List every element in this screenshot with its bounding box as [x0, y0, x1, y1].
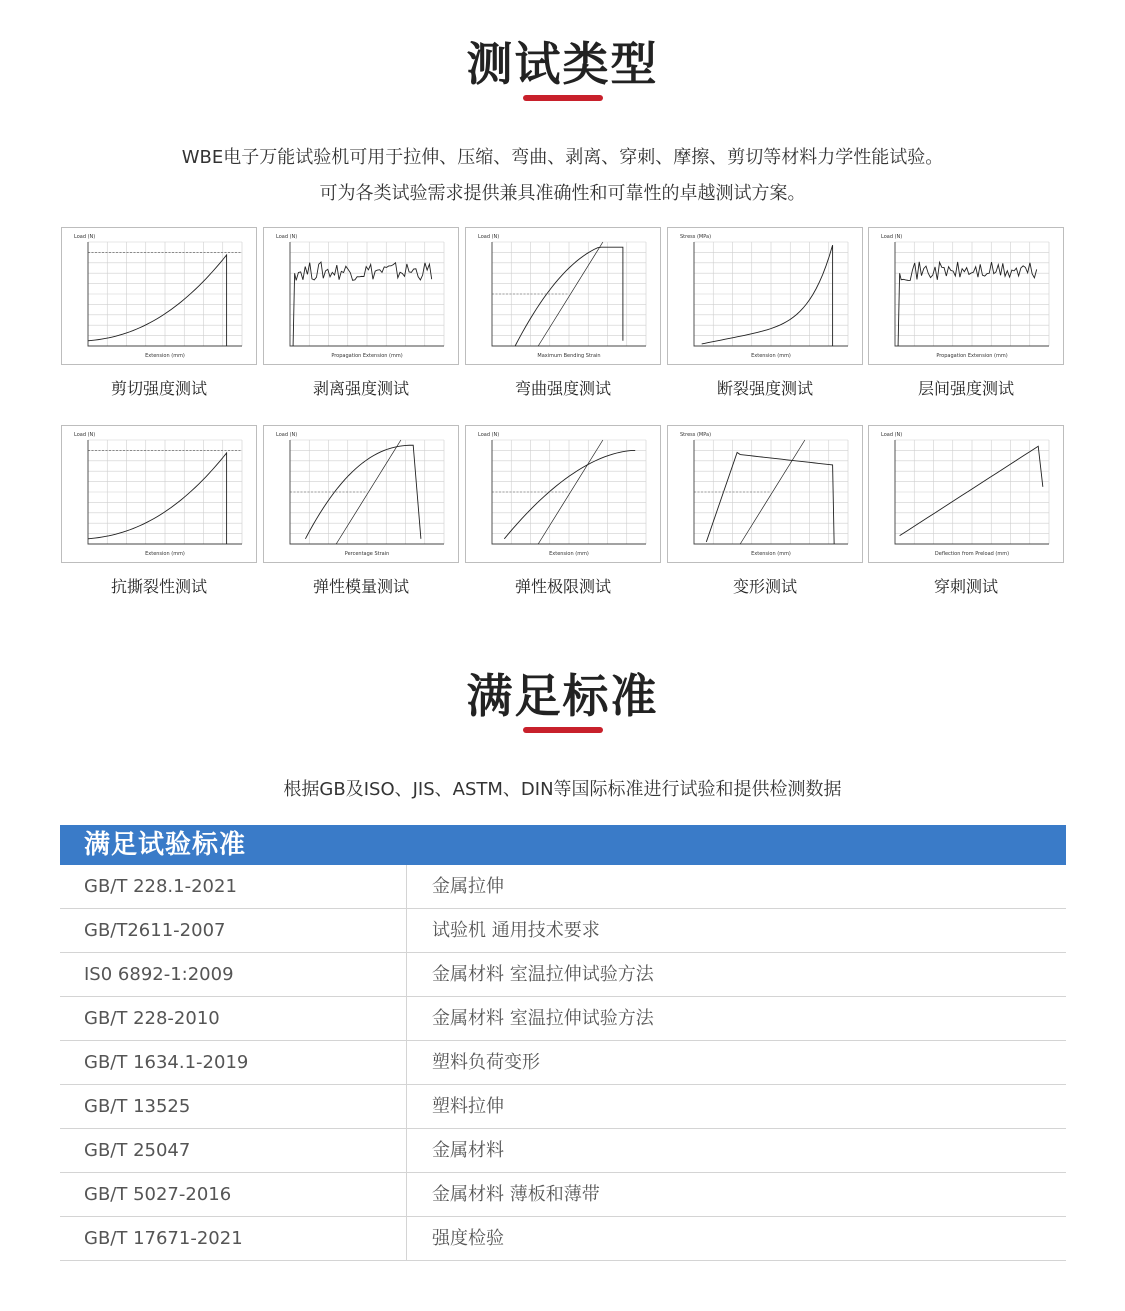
- curve-line: [706, 452, 834, 544]
- test-type-chart: [263, 227, 459, 365]
- test-type-label: 剥离强度测试: [312, 379, 409, 398]
- y-axis-label: Load (N): [478, 234, 500, 240]
- test-type-chart: [868, 425, 1064, 563]
- curve-line: [88, 255, 227, 346]
- chart-thumbnail: [466, 426, 660, 562]
- standards-intro: 根据GB及ISO、JIS、ASTM、DIN等国际标准进行试验和提供检测数据: [283, 779, 842, 800]
- section-title-standards: 满足标准: [466, 669, 659, 723]
- x-axis-label: Percentage Strain: [344, 551, 390, 557]
- title-underline: [523, 727, 603, 733]
- test-type-chart: [465, 425, 661, 563]
- table-row: [60, 865, 1066, 909]
- test-type-chart: [868, 227, 1064, 365]
- y-axis-label: Load (N): [478, 432, 500, 438]
- x-axis-label: Extension (mm): [549, 551, 589, 557]
- curve-line: [900, 446, 1043, 535]
- standards-table-header: 满足试验标准: [60, 825, 1066, 865]
- standard-code: GB/T 17671-2021: [60, 1217, 407, 1260]
- standard-code: GB/T 25047: [60, 1129, 407, 1172]
- y-axis-label: Stress (MPa): [680, 234, 712, 240]
- test-type-label: 弹性极限测试: [514, 577, 611, 596]
- y-axis-label: Load (N): [881, 234, 903, 240]
- intro-line-1: WBE电子万能试验机可用于拉伸、压缩、弯曲、剥离、穿刺、摩擦、剪切等材料力学性能试验。: [181, 147, 944, 168]
- curve-line: [504, 450, 635, 538]
- standard-code: GB/T2611-2007: [60, 909, 407, 952]
- chart-thumbnail: [668, 426, 862, 562]
- intro-line-2: 可为各类试验需求提供兼具准确性和可靠性的卓越测试方案。: [319, 183, 806, 204]
- chart-thumbnail: [466, 228, 660, 364]
- test-type-chart: [667, 227, 863, 365]
- table-row: [60, 997, 1066, 1041]
- standard-description: 金属材料: [432, 1140, 504, 1161]
- chart-thumbnail: [264, 228, 458, 364]
- x-axis-label: Extension (mm): [145, 551, 185, 557]
- test-type-chart: [61, 425, 257, 563]
- table-row: [60, 1173, 1066, 1217]
- x-axis-label: Propagation Extension (mm): [331, 353, 403, 359]
- standard-description: 塑料拉伸: [432, 1096, 504, 1117]
- test-type-label: 变形测试: [732, 577, 797, 596]
- standard-description: 金属材料 室温拉伸试验方法: [432, 1008, 654, 1029]
- table-row: [60, 1041, 1066, 1085]
- table-row: [60, 953, 1066, 997]
- standards-table: [60, 865, 1066, 1261]
- standard-description: 塑料负荷变形: [432, 1052, 540, 1073]
- test-type-chart: [263, 425, 459, 563]
- chart-thumbnail: [62, 228, 256, 364]
- chart-thumbnail: [869, 426, 1063, 562]
- table-row: [60, 1217, 1066, 1261]
- x-axis-label: Extension (mm): [751, 551, 791, 557]
- table-row: [60, 1129, 1066, 1173]
- standard-code: IS0 6892-1:2009: [60, 953, 407, 996]
- chart-thumbnail: [62, 426, 256, 562]
- table-row: [60, 1085, 1066, 1129]
- curve-line: [702, 245, 833, 346]
- x-axis-label: Maximum Bending Strain: [537, 353, 601, 359]
- y-axis-label: Load (N): [881, 432, 903, 438]
- test-type-label: 弯曲强度测试: [514, 379, 611, 398]
- chart-thumbnail: [668, 228, 862, 364]
- test-type-label: 抗撕裂性测试: [110, 577, 207, 596]
- standard-description: 试验机 通用技术要求: [432, 920, 600, 941]
- standard-code: GB/T 13525: [60, 1085, 407, 1128]
- test-type-label: 层间强度测试: [917, 379, 1014, 398]
- standard-description: 金属拉伸: [432, 876, 504, 897]
- y-axis-label: Stress (MPa): [680, 432, 712, 438]
- curve-line: [88, 453, 227, 544]
- x-axis-label: Propagation Extension (mm): [936, 353, 1008, 359]
- chart-thumbnail: [264, 426, 458, 562]
- x-axis-label: Extension (mm): [145, 353, 185, 359]
- standard-description: 金属材料 薄板和薄带: [432, 1184, 600, 1205]
- standard-description: 强度检验: [432, 1228, 504, 1249]
- test-type-label: 弹性模量测试: [312, 577, 409, 596]
- test-type-chart: [61, 227, 257, 365]
- table-row: [60, 909, 1066, 953]
- title-underline: [523, 95, 603, 101]
- x-axis-label: Deflection from Preload (mm): [934, 551, 1010, 557]
- test-type-chart: [667, 425, 863, 563]
- standard-code: GB/T 5027-2016: [60, 1173, 407, 1216]
- curve-line: [898, 262, 1037, 346]
- x-axis-label: Extension (mm): [751, 353, 791, 359]
- curve-line: [293, 262, 432, 346]
- standard-code: GB/T 228-2010: [60, 997, 407, 1040]
- section-title-test-types: 测试类型: [466, 37, 659, 91]
- test-type-chart: [465, 227, 661, 365]
- standard-code: GB/T 1634.1-2019: [60, 1041, 407, 1084]
- y-axis-label: Load (N): [74, 432, 96, 438]
- chart-thumbnail: [869, 228, 1063, 364]
- test-type-label: 断裂强度测试: [716, 379, 813, 398]
- y-axis-label: Load (N): [276, 234, 298, 240]
- test-type-label: 剪切强度测试: [110, 379, 207, 398]
- y-axis-label: Load (N): [276, 432, 298, 438]
- standard-description: 金属材料 室温拉伸试验方法: [432, 964, 654, 985]
- standard-code: GB/T 228.1-2021: [60, 865, 407, 908]
- test-type-label: 穿刺测试: [933, 577, 998, 596]
- y-axis-label: Load (N): [74, 234, 96, 240]
